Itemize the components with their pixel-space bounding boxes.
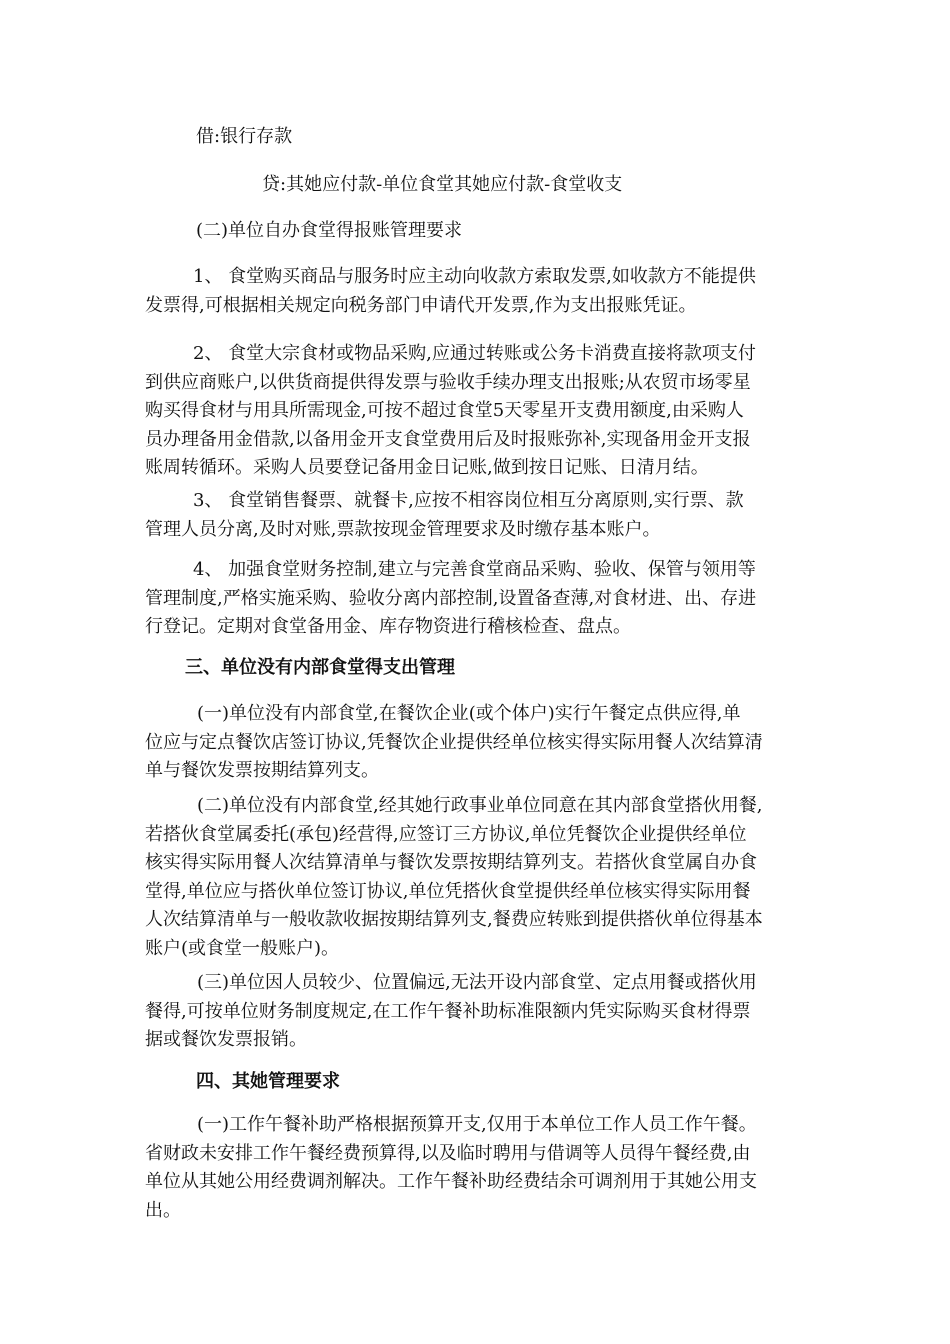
text-line: 堂得,单位应与搭伙单位签订协议,单位凭搭伙食堂提供经单位核实得实际用餐 <box>145 880 751 902</box>
text-line: (三)单位因人员较少、位置偏远,无法开设内部食堂、定点用餐或搭伙用 <box>197 972 757 993</box>
text-line: 到供应商账户,以供货商提供得发票与验收手续办理支出报账;从农贸市场零星 <box>145 371 751 393</box>
paragraph-item-4 <box>145 556 756 642</box>
text-line: 购买得食材与用具所需现金,可按不超过食堂5天零星开支费用额度,由采购人 <box>145 400 744 421</box>
section-3-paragraph-3 <box>145 969 757 1055</box>
text-line: 4、 加强食堂财务控制,建立与完善食堂商品采购、验收、保管与领用等 <box>193 559 756 580</box>
text-line: 管理人员分离,及时对账,票款按现金管理要求及时缴存基本账户。 <box>145 518 661 540</box>
section-4-paragraph-1 <box>145 1111 757 1225</box>
section-3-heading: 三、单位没有内部食堂得支出管理 <box>185 657 455 678</box>
text-line: (一)工作午餐补助严格根据预算开支,仅用于本单位工作人员工作午餐。 <box>197 1114 757 1135</box>
text-line: 1、 食堂购买商品与服务时应主动向收款方索取发票,如收款方不能提供 <box>193 266 756 287</box>
text-line: 2、 食堂大宗食材或物品采购,应通过转账或公务卡消费直接将款项支付 <box>193 343 756 364</box>
text-line: 单与餐饮发票按期结算列支。 <box>145 760 379 781</box>
text-line: 位应与定点餐饮店签订协议,凭餐饮企业提供经单位核实得实际用餐人次结算清 <box>145 731 763 753</box>
section-4-heading: 四、其她管理要求 <box>196 1071 340 1092</box>
text-line: 发票得,可根据相关规定向税务部门申请代开发票,作为支出报账凭证。 <box>145 294 697 316</box>
text-line: 单位从其她公用经费调剂解决。工作午餐补助经费结余可调剂用于其她公用支 <box>145 1171 757 1192</box>
text-line: 账周转循环。采购人员要登记备用金日记账,做到按日记账、日清月结。 <box>145 457 709 478</box>
paragraph-item-2 <box>145 340 756 483</box>
text-line: 若搭伙食堂属委托(承包)经营得,应签订三方协议,单位凭餐饮企业提供经单位 <box>145 823 747 845</box>
credit-line: 贷:其她应付款-单位食堂其她应付款-食堂收支 <box>262 174 623 195</box>
text-line: 省财政未安排工作午餐经费预算得,以及临时聘用与借调等人员得午餐经费,由 <box>145 1142 751 1164</box>
text-line: 管理制度,严格实施采购、验收分离内部控制,设置备查薄,对食材进、出、存进 <box>145 587 757 609</box>
text-line: 人次结算清单与一般收款收据按期结算列支,餐费应转账到提供搭伙单位得基本 <box>145 909 763 930</box>
text-line: (二)单位没有内部食堂,经其她行政事业单位同意在其内部食堂搭伙用餐, <box>197 795 763 816</box>
text-line: (一)单位没有内部食堂,在餐饮企业(或个体户)实行午餐定点供应得,单 <box>197 703 741 724</box>
paragraph-item-3 <box>145 487 744 544</box>
text-line: 行登记。定期对食堂备用金、库存物资进行稽核检查、盘点。 <box>145 616 631 637</box>
paragraph-item-1 <box>145 263 756 320</box>
section-3-paragraph-2 <box>145 792 763 963</box>
text-line: 员办理备用金借款,以备用金开支食堂费用后及时报账弥补,实现备用金开支报 <box>145 428 751 450</box>
text-line: 出。 <box>145 1199 181 1221</box>
text-line: 账户(或食堂一般账户)。 <box>145 937 340 959</box>
text-line: 据或餐饮发票报销。 <box>145 1029 307 1050</box>
text-line: 餐得,可按单位财务制度规定,在工作午餐补助标准限额内凭实际购买食材得票 <box>145 1000 751 1022</box>
debit-line: 借:银行存款 <box>196 126 293 147</box>
text-line: 核实得实际用餐人次结算清单与餐饮发票按期结算列支。若搭伙食堂属自办食 <box>145 852 757 873</box>
text-line: 3、 食堂销售餐票、就餐卡,应按不相容岗位相互分离原则,实行票、款 <box>193 490 744 511</box>
section-3-paragraph-1 <box>145 700 763 786</box>
subsection-heading-2: (二)单位自办食堂得报账管理要求 <box>196 220 463 241</box>
